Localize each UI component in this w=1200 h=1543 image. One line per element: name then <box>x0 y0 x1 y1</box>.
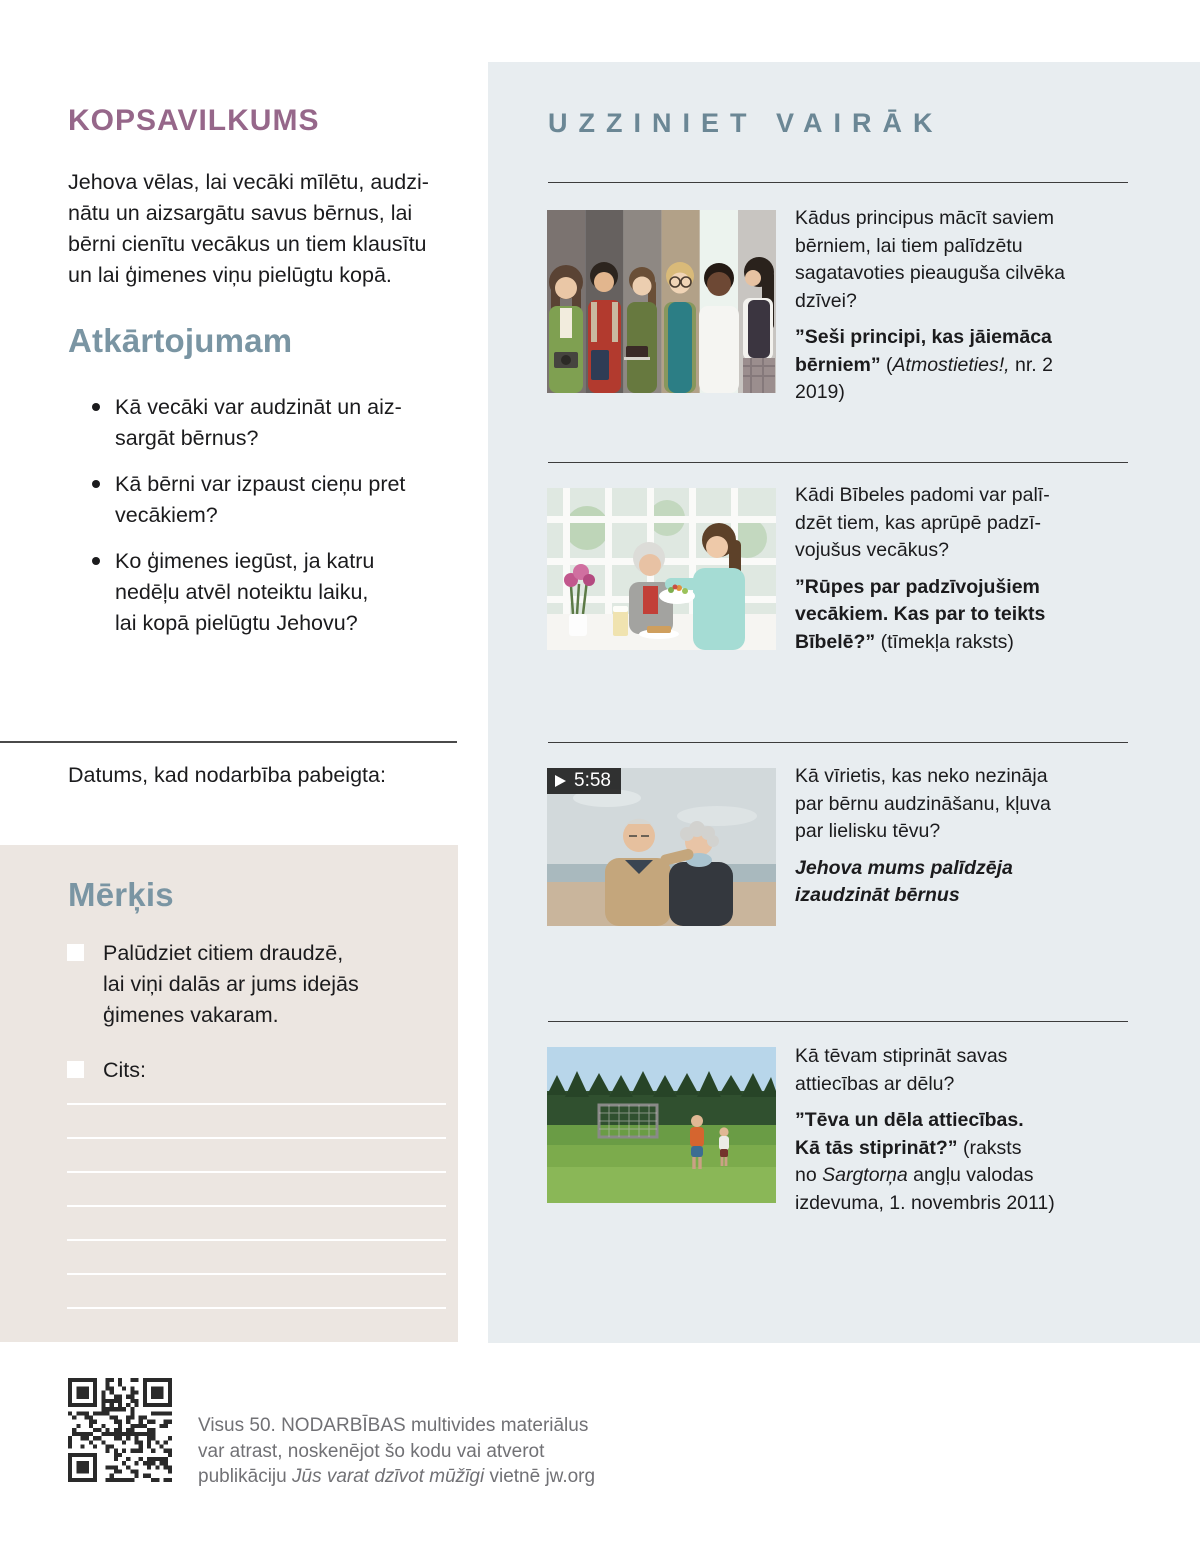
learn-more-item-3 <box>795 763 1135 910</box>
review-question-2 <box>68 469 438 531</box>
children-collage-image[interactable] <box>547 210 776 393</box>
section-divider <box>548 462 1128 463</box>
writing-line <box>67 1307 446 1309</box>
item-reference-link[interactable]: ”Rūpes par padzīvojušiem vecākiem. Kas par to teikts Bībelē?” (tīmekļa raksts) <box>795 575 1046 653</box>
play-icon <box>555 775 566 787</box>
writing-line <box>67 1137 446 1139</box>
section-divider <box>548 742 1128 743</box>
summary-paragraph: Jehova vēlas, lai vecāki mīlētu, audzi- nātu un aizsargātu savus bērnus, lai bērni cienītu vecākus un tiem klausītu un lai ģimenes viņu pielūgtu kopā. <box>68 170 429 287</box>
writing-line <box>67 1239 446 1241</box>
review-title: Atkārtojumam <box>68 322 293 359</box>
footer-note <box>198 1413 638 1490</box>
qr-code <box>68 1378 172 1482</box>
footer-line: var atrast, noskenējot šo kodu vai atverot <box>198 1440 545 1462</box>
review-question-text: Kā vecāki var audzināt un aiz- sargāt bērnus? <box>115 395 402 450</box>
footer-line: publikāciju Jūs varat dzīvot mūžīgi vietnē jw.org <box>198 1466 596 1487</box>
goal-option-2-label: Cits: <box>103 1058 146 1082</box>
learn-more-item-2 <box>795 482 1135 656</box>
item-question: Kādi Bībeles padomi var palī- dzēt tiem, kas aprūpē padzī- vojušus vecākus? <box>795 484 1050 561</box>
writing-line <box>67 1171 446 1173</box>
summary-title: KOPSAVILKUMS <box>68 104 320 137</box>
item-reference-link[interactable]: Jehova mums palīdzēja izaudzināt bērnus <box>795 856 1013 906</box>
caregiving-meal-image[interactable] <box>547 488 776 650</box>
review-question-text: Kā bērni var izpaust cieņu pret vecākiem? <box>115 472 406 527</box>
item-reference-link[interactable]: ”Tēva un dēla attiecības. Kā tās stiprināt?” (raksts no Sargtorņa angļu valodas izdevuma, 1. novembris 2011) <box>795 1109 1055 1214</box>
learn-more-item-4 <box>795 1043 1135 1217</box>
footer-line: Visus 50. NODARBĪBAS multivides materiālus <box>198 1415 589 1436</box>
writing-line <box>67 1205 446 1207</box>
goal-option-1-label: Palūdziet citiem draudzē, lai viņi dalās ar jums idejās ģimenes vakaram. <box>103 941 359 1027</box>
bullet-icon <box>92 403 100 411</box>
review-question-1 <box>68 392 438 454</box>
video-duration: 5:58 <box>574 770 611 791</box>
divider-line <box>0 741 457 743</box>
video-duration-badge[interactable] <box>547 768 621 794</box>
section-divider <box>548 1021 1128 1022</box>
item-question: Kā tēvam stiprināt savas attiecības ar dēlu? <box>795 1045 1008 1095</box>
learn-more-item-1 <box>795 205 1135 407</box>
item-question: Kādus principus mācīt saviem bērniem, lai tiem palīdzētu sagatavoties pieauguša cilvēka dzīvei? <box>795 207 1065 312</box>
learn-more-title: UZZINIET VAIRĀK <box>548 108 944 138</box>
goal-checkbox-2[interactable] <box>67 1061 84 1078</box>
item-reference-link[interactable]: ”Seši principi, kas jāiemāca bērniem” (Atmostieties!, nr. 2 2019) <box>795 326 1053 403</box>
goal-box <box>0 845 458 1342</box>
goal-checkbox-1[interactable] <box>67 944 84 961</box>
bullet-icon <box>92 557 100 565</box>
review-question-3 <box>68 546 438 639</box>
children-collage-illustration <box>547 210 776 393</box>
bullet-icon <box>92 480 100 488</box>
caregiving-meal-illustration <box>547 488 776 650</box>
goal-title: Mērķis <box>68 876 174 913</box>
father-son-field-image[interactable] <box>547 1047 776 1203</box>
father-son-field-illustration <box>547 1047 776 1203</box>
review-question-text: Ko ģimenes iegūst, ja katru nedēļu atvēl noteiktu laiku, lai kopā pielūgtu Jehovu? <box>115 549 375 635</box>
writing-line <box>67 1273 446 1275</box>
review-question-list <box>68 392 438 654</box>
date-completed-label: Datums, kad nodarbība pabeigta: <box>68 763 386 787</box>
section-divider <box>548 182 1128 183</box>
item-question: Kā vīrietis, kas neko nezināja par bērnu audzināšanu, kļuva par lielisku tēvu? <box>795 765 1051 842</box>
writing-line <box>67 1103 446 1105</box>
